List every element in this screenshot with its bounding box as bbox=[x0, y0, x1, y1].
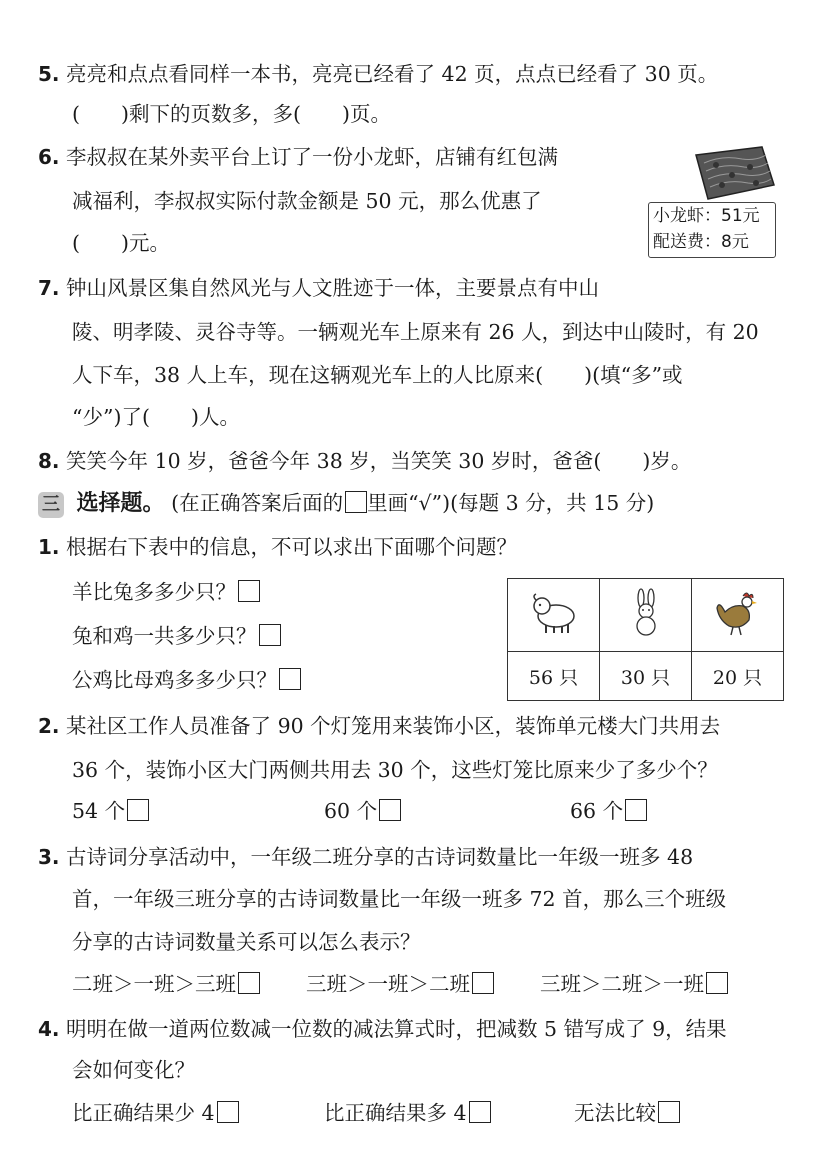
c3-text: 古诗词分享活动中，一年级二班分享的古诗词数量比一年级一班多 48 bbox=[66, 845, 694, 869]
rabbit-cell bbox=[600, 579, 692, 652]
section3-badge: 三 bbox=[38, 492, 64, 518]
chicken-count: 20 只 bbox=[692, 652, 784, 701]
q6-line1 bbox=[38, 143, 558, 171]
c3-number: 3. bbox=[38, 845, 60, 869]
c3-option-2-checkbox[interactable] bbox=[472, 972, 494, 994]
c3-option-2-label: 三班＞一班＞二班 bbox=[306, 972, 470, 996]
q7-line3: 人下车，38 人上车，现在这辆观光车上的人比原来( )(填“多”或 bbox=[72, 363, 683, 387]
c4-option-3-checkbox[interactable] bbox=[658, 1101, 680, 1123]
sample-checkbox bbox=[345, 491, 367, 513]
c3-option-1-label: 二班＞一班＞三班 bbox=[72, 972, 236, 996]
crayfish-image bbox=[692, 145, 776, 201]
c2-option-2 bbox=[324, 797, 401, 825]
c3-line1 bbox=[38, 843, 693, 871]
q6-text: 李叔叔在某外卖平台上订了一份小龙虾，店铺有红包满 bbox=[66, 145, 559, 169]
q5-number: 5. bbox=[38, 62, 60, 86]
c2-option-3 bbox=[570, 797, 647, 825]
q6-number: 6. bbox=[38, 145, 60, 169]
c2-option-3-label: 66 个 bbox=[570, 799, 624, 823]
c2-text: 某社区工作人员准备了 90 个灯笼用来装饰小区，装饰单元楼大门共用去 bbox=[66, 714, 721, 738]
delivery-fee: 配送费：8元 bbox=[653, 232, 749, 252]
c2-option-1 bbox=[72, 797, 149, 825]
c1-option-2-label: 兔和鸡一共多少只？ bbox=[72, 624, 257, 648]
c3-option-1 bbox=[72, 970, 260, 998]
c4-option-3 bbox=[574, 1099, 680, 1127]
section3-note-a: (在正确答案后面的 bbox=[171, 491, 344, 515]
c3-line2: 首，一年级三班分享的古诗词数量比一年级一班多 72 首，那么三个班级 bbox=[72, 887, 727, 911]
q7-line1 bbox=[38, 274, 599, 302]
c4-text: 明明在做一道两位数减一位数的减法算式时，把减数 5 错写成了 9，结果 bbox=[66, 1017, 727, 1041]
c1-text: 根据右下表中的信息，不可以求出下面哪个问题？ bbox=[66, 535, 518, 559]
q7-line4: “少”)了( )人。 bbox=[72, 405, 240, 429]
c1-option-3-label: 公鸡比母鸡多多少只？ bbox=[72, 668, 277, 692]
rabbit-icon bbox=[626, 588, 666, 638]
c3-option-1-checkbox[interactable] bbox=[238, 972, 260, 994]
q7-text: 钟山风景区集自然风光与人文胜迹于一体，主要景点有中山 bbox=[66, 276, 600, 300]
sheep-cell bbox=[508, 579, 600, 652]
c3-line3: 分享的古诗词数量关系可以怎么表示？ bbox=[72, 930, 421, 954]
c3-option-2 bbox=[306, 970, 494, 998]
c4-option-3-label: 无法比较 bbox=[574, 1101, 656, 1125]
rooster-icon bbox=[713, 588, 763, 638]
section3-title: 选择题。 bbox=[76, 490, 165, 516]
c2-option-3-checkbox[interactable] bbox=[625, 799, 647, 821]
q5-line1 bbox=[38, 60, 718, 88]
section3-note-b: 里画“√”)(每题 3 分，共 15 分) bbox=[367, 491, 655, 515]
c1-number: 1. bbox=[38, 535, 60, 559]
c4-option-1 bbox=[72, 1099, 239, 1127]
q5-line2: ( )剩下的页数多，多( )页。 bbox=[72, 102, 391, 126]
c2-number: 2. bbox=[38, 714, 60, 738]
c4-line1 bbox=[38, 1015, 727, 1043]
animal-count-table bbox=[507, 578, 784, 701]
q8-line1 bbox=[38, 447, 691, 475]
c2-line1 bbox=[38, 712, 720, 740]
c1-option-1-checkbox[interactable] bbox=[238, 580, 260, 602]
c3-option-3 bbox=[540, 970, 728, 998]
c4-option-2 bbox=[324, 1099, 491, 1127]
c1-option-2 bbox=[72, 622, 281, 650]
q7-number: 7. bbox=[38, 276, 60, 300]
c2-option-1-label: 54 个 bbox=[72, 799, 126, 823]
q6-line3: ( )元。 bbox=[72, 231, 170, 255]
c4-option-1-checkbox[interactable] bbox=[217, 1101, 239, 1123]
c1-option-2-checkbox[interactable] bbox=[259, 624, 281, 646]
q6-line2: 减福利，李叔叔实际付款金额是 50 元，那么优惠了 bbox=[72, 189, 542, 213]
c3-option-3-label: 三班＞二班＞一班 bbox=[540, 972, 704, 996]
rooster-cell bbox=[692, 579, 784, 652]
q7-line2: 陵、明孝陵、灵谷寺等。一辆观光车上原来有 26 人，到达中山陵时，有 20 bbox=[72, 320, 759, 344]
c4-option-2-checkbox[interactable] bbox=[469, 1101, 491, 1123]
c1-stem bbox=[38, 533, 517, 561]
sheep-count: 56 只 bbox=[508, 652, 600, 701]
section3-heading bbox=[38, 489, 654, 518]
c4-line2: 会如何变化？ bbox=[72, 1058, 195, 1082]
c4-option-1-label: 比正确结果少 4 bbox=[72, 1101, 215, 1125]
rabbit-count: 30 只 bbox=[600, 652, 692, 701]
crayfish-price: 小龙虾：51元 bbox=[653, 206, 760, 226]
c3-option-3-checkbox[interactable] bbox=[706, 972, 728, 994]
c2-option-1-checkbox[interactable] bbox=[127, 799, 149, 821]
c2-option-2-checkbox[interactable] bbox=[379, 799, 401, 821]
q8-number: 8. bbox=[38, 449, 60, 473]
price-tag bbox=[648, 202, 776, 258]
q8-text: 笑笑今年 10 岁，爸爸今年 38 岁，当笑笑 30 岁时，爸爸( )岁。 bbox=[66, 449, 692, 473]
c4-option-2-label: 比正确结果多 4 bbox=[324, 1101, 467, 1125]
c1-option-1 bbox=[72, 578, 260, 606]
c1-option-1-label: 羊比兔多多少只？ bbox=[72, 580, 236, 604]
c2-option-2-label: 60 个 bbox=[324, 799, 378, 823]
c1-option-3 bbox=[72, 666, 301, 694]
c2-line2: 36 个，装饰小区大门两侧共用去 30 个，这些灯笼比原来少了多少个？ bbox=[72, 758, 718, 782]
q5-text: 亮亮和点点看同样一本书，亮亮已经看了 42 页，点点已经看了 30 页。 bbox=[66, 62, 719, 86]
sheep-icon bbox=[528, 590, 580, 636]
c1-option-3-checkbox[interactable] bbox=[279, 668, 301, 690]
c4-number: 4. bbox=[38, 1017, 60, 1041]
